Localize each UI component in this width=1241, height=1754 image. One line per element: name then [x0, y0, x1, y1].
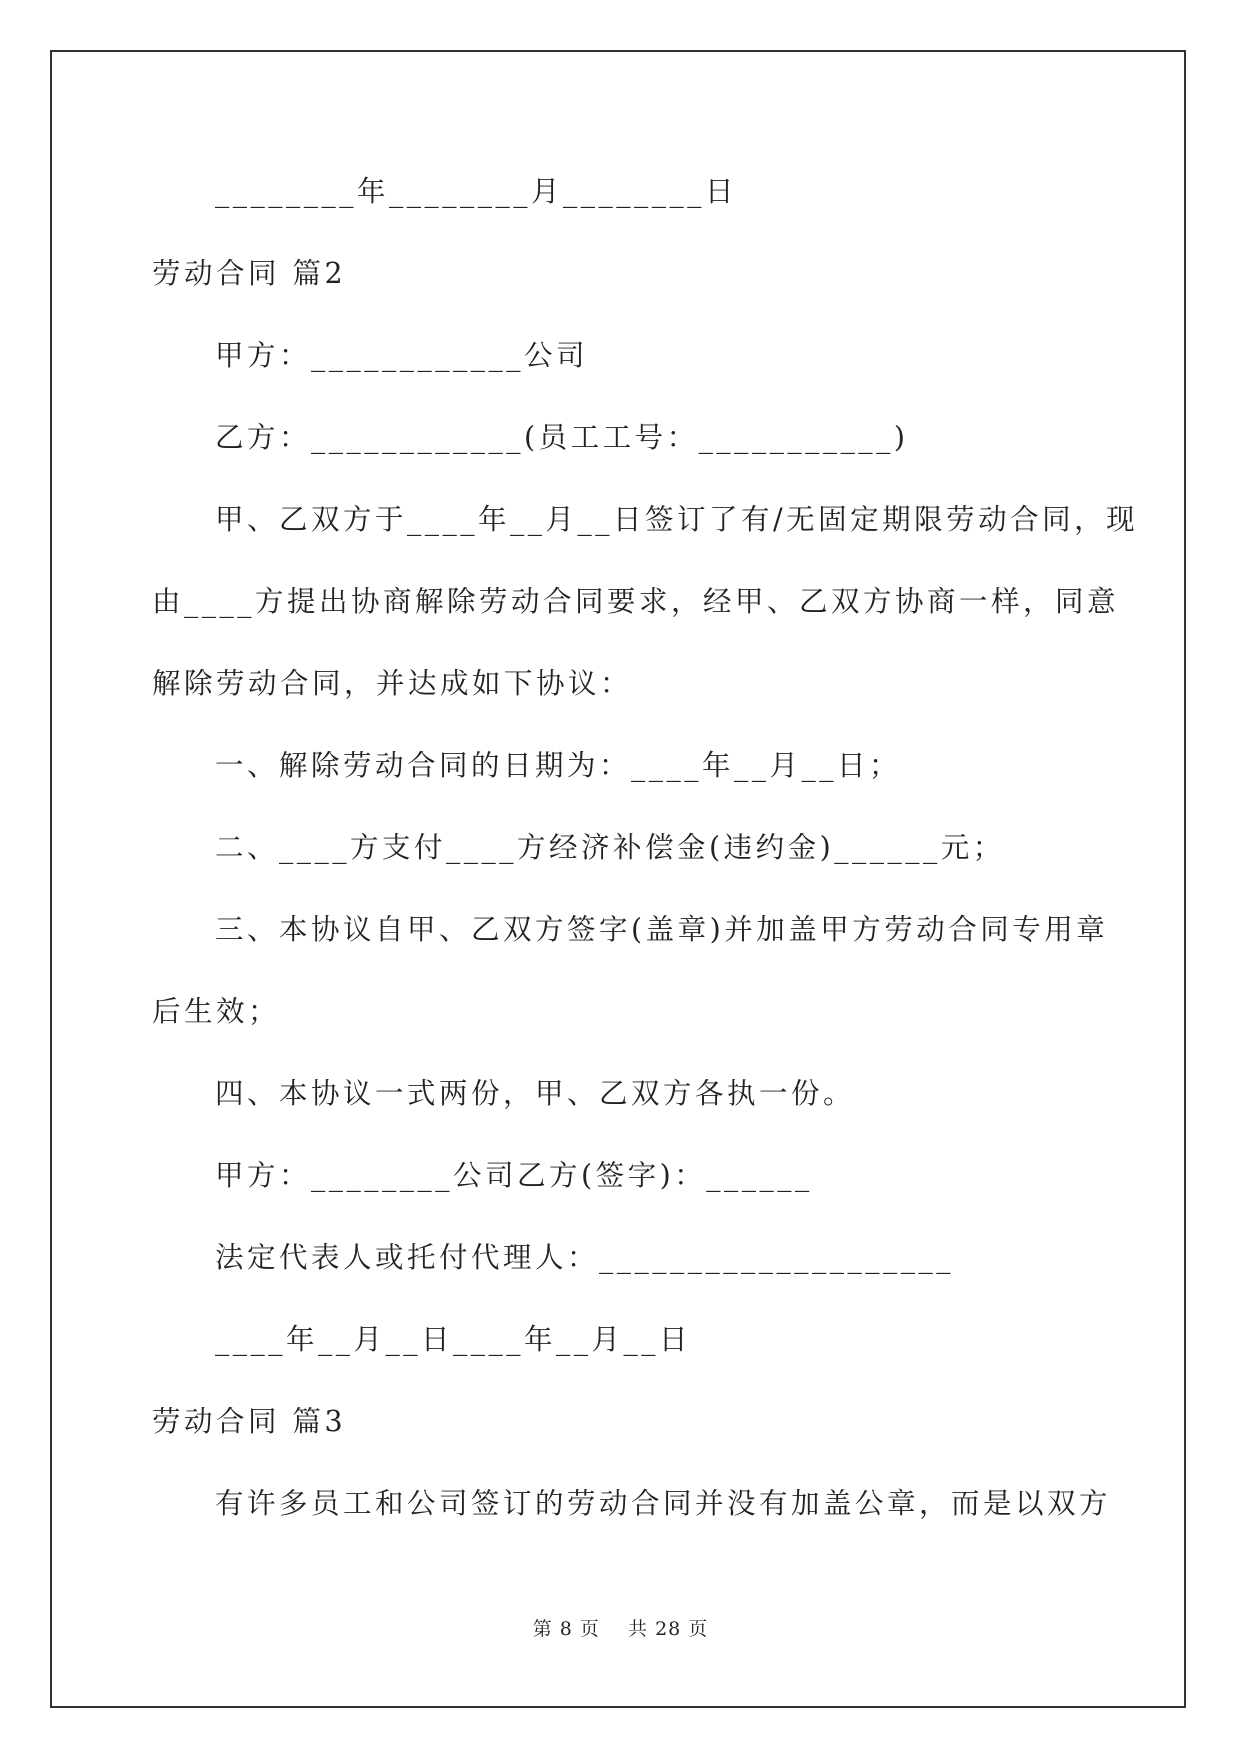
page-border [50, 50, 1186, 1708]
section-heading-2: 劳动合同 篇2 [152, 257, 347, 290]
date-line-top: ________年________月________日 [215, 175, 738, 208]
clause-1: 一、解除劳动合同的日期为：____年__月__日； [215, 749, 902, 782]
signature-line: 甲方：________公司乙方(签字)：______ [215, 1159, 813, 1192]
party-b-line: 乙方：____________(员工工号：___________) [215, 421, 909, 454]
paragraph-line: 由____方提出协商解除劳动合同要求，经甲、乙双方协商一样，同意 [152, 585, 1120, 618]
section-heading-3: 劳动合同 篇3 [152, 1405, 347, 1438]
clause-3: 三、本协议自甲、乙双方签字(盖章)并加盖甲方劳动合同专用章 [215, 913, 1109, 946]
party-a-line: 甲方：____________公司 [215, 339, 589, 372]
paragraph-line: 甲、乙双方于____年__月__日签订了有/无固定期限劳动合同，现 [215, 503, 1139, 536]
page-footer: 第 8 页 共 28 页 [532, 1618, 709, 1640]
paragraph-line: 解除劳动合同，并达成如下协议： [152, 667, 633, 700]
representative-line: 法定代表人或托付代理人：____________________ [215, 1241, 955, 1274]
signature-date-line: ____年__月__日____年__月__日 [215, 1323, 692, 1356]
clause-3-continued: 后生效； [152, 995, 281, 1028]
clause-4: 四、本协议一式两份，甲、乙双方各执一份。 [215, 1077, 856, 1110]
paragraph-line: 有许多员工和公司签订的劳动合同并没有加盖公章，而是以双方 [215, 1487, 1112, 1520]
clause-2: 二、____方支付____方经济补偿金(违约金)______元； [215, 831, 1005, 864]
